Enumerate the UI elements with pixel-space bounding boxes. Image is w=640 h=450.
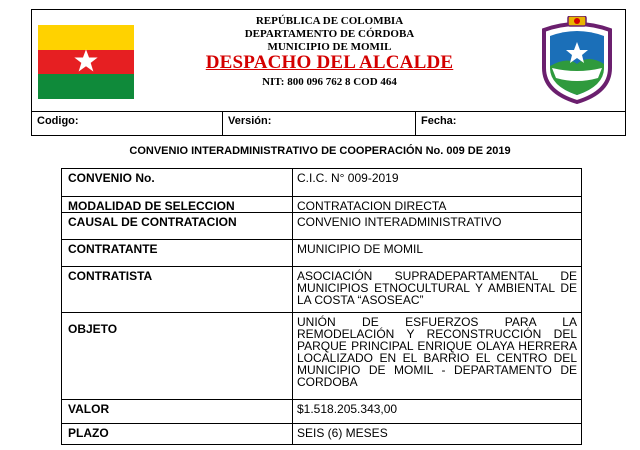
table-row [62,266,581,312]
flag-green-band [38,74,134,99]
row-label: CONTRATANTE [62,240,293,266]
table-row [62,212,581,239]
star-icon [72,47,100,75]
version-field: Versión: [223,111,416,135]
table-row [62,169,581,196]
row-value: C.I.C. N° 009-2019 [297,171,399,185]
row-label: CONTRATISTA [62,267,293,312]
row-label: PLAZO [62,424,293,444]
document-title: CONVENIO INTERADMINISTRATIVO DE COOPERACIÓN No. 009 DE 2019 [129,145,511,157]
header-municipality: MUNICIPIO DE MOMIL [267,41,392,53]
fecha-field: Fecha: [421,115,457,127]
row-value: UNIÓN DE ESFUERZOS PARA LA REMODELACIÓN Y RECONSTRUCCIÓN DEL PARQUE PRINCIPAL ENRIQUE OLAYA HERRERA LOCALIZADO EN EL BARRIO EL CENTRO DEL MUNICIPIO DE MOMIL - DEPARTAMENTO DE CORDOBA [297,315,577,389]
row-value: $1.518.205.343,00 [297,402,398,416]
header-country: REPÚBLICA DE COLOMBIA [255,15,404,27]
document-control-row [31,111,626,136]
row-label: CAUSAL DE CONTRATACION [62,213,293,239]
row-label: VALOR [62,400,293,423]
table-row [62,423,581,444]
document-header [31,9,626,112]
table-row [62,196,581,212]
row-label: MODALIDAD DE SELECCION [62,197,293,212]
table-row [62,239,581,266]
agreement-table [61,168,582,445]
row-value: SEIS (6) MESES [297,426,388,440]
row-value: MUNICIPIO DE MOMIL [297,242,424,256]
row-value: ASOCIACIÓN SUPRADEPARTAMENTAL DE MUNICIPIOS ETNOCULTURAL Y AMBIENTAL DE LA COSTA “ASOSEAC” [297,269,577,307]
row-value: CONVENIO INTERADMINISTRATIVO [297,215,502,229]
flag-yellow-band [38,25,134,50]
municipal-shield-icon [538,16,616,104]
row-value: CONTRATACION DIRECTA [297,199,447,213]
header-department: DEPARTAMENTO DE CÓRDOBA [244,28,415,40]
header-nit: NIT: 800 096 762 8 COD 464 [262,76,397,88]
row-label: OBJETO [62,313,293,399]
table-row [62,399,581,423]
row-label: CONVENIO No. [62,169,293,196]
codigo-field: Codigo: [32,111,223,135]
table-row [62,312,581,399]
momil-flag [38,25,134,99]
header-office-title: DESPACHO DEL ALCALDE [205,52,454,73]
